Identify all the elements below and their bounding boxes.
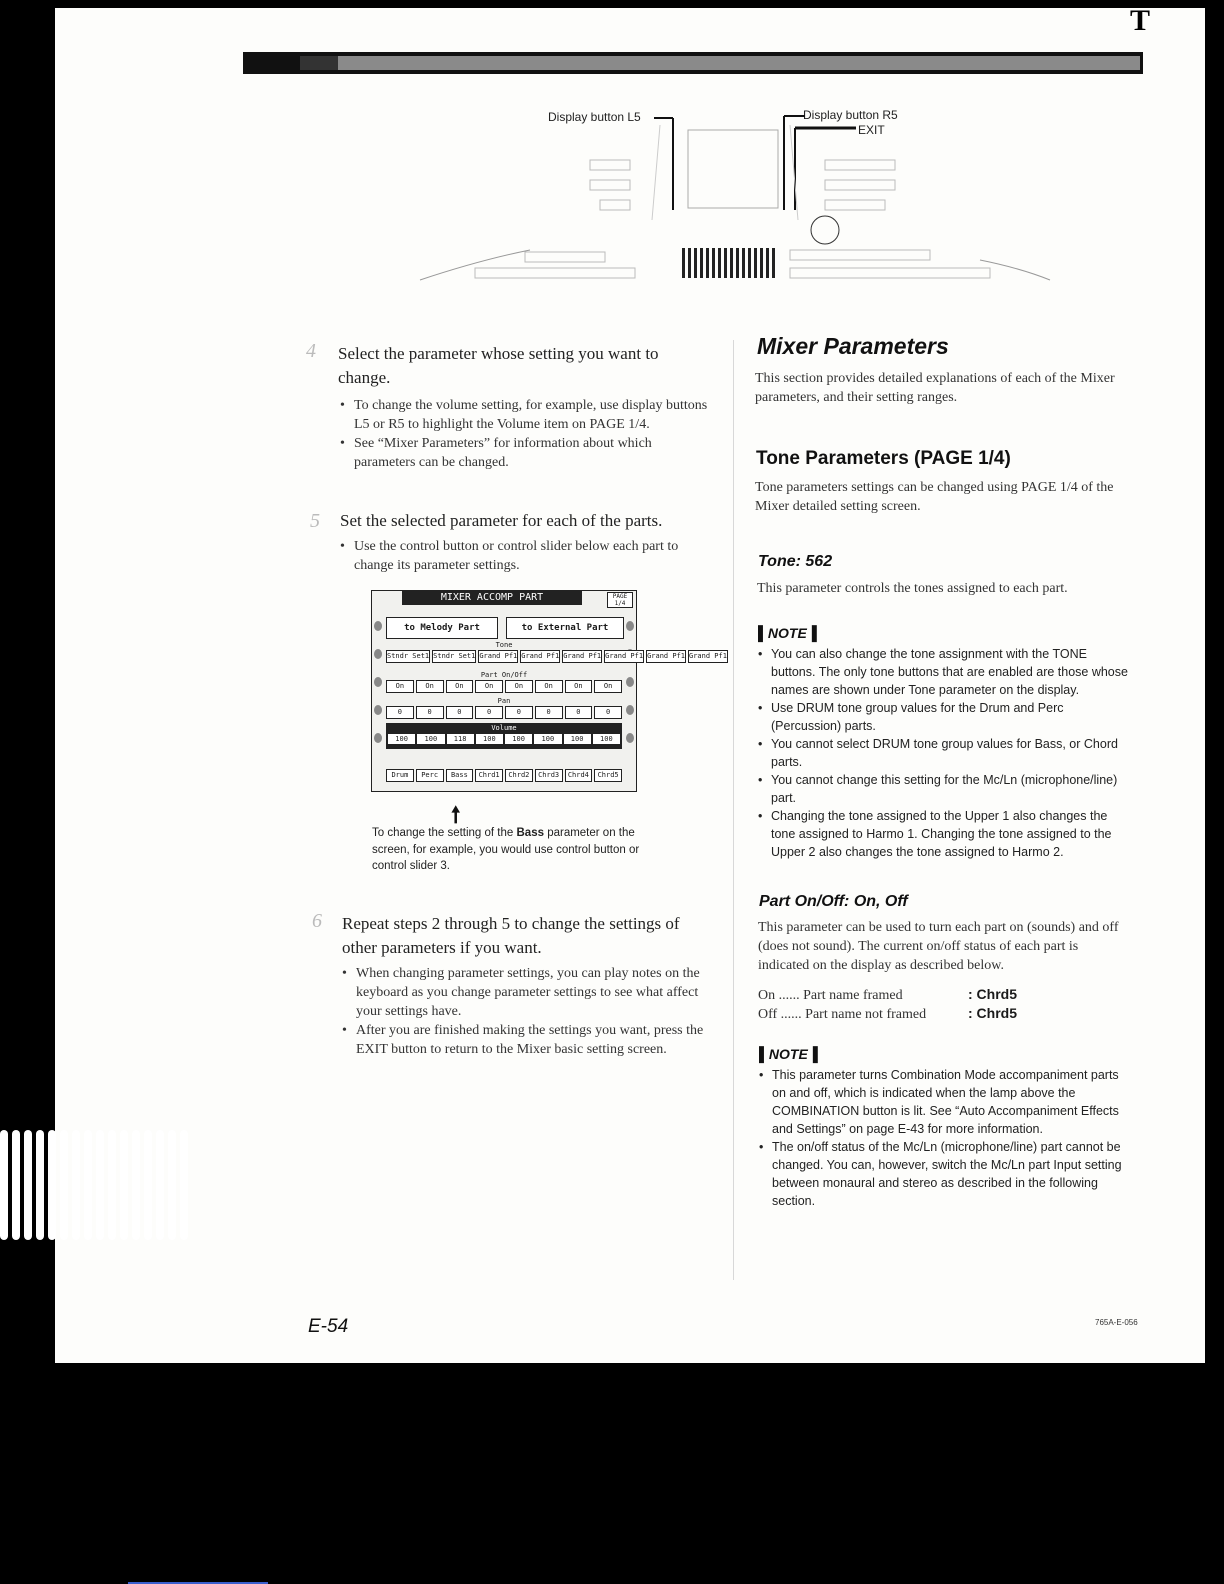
tone-text: This parameter controls the tones assigned to each part. [757,581,1068,596]
tone-note-3: • You cannot select DRUM tone group values for Bass, or Chord parts. [756,735,1128,771]
lcd-part-name: Bass [446,769,474,782]
arrow-up-icon: 🠕 [451,802,461,827]
step-4-number: 4 [306,340,316,362]
lcd-volume-cell: 100 [534,734,561,744]
tone-note-4: • You cannot change this setting for the Mc/Ln (microphone/line) part. [756,771,1128,807]
lcd-pan-cell: 0 [446,706,474,719]
part-onoff-heading: Part On/Off: On, Off [759,893,908,910]
lcd-pan-cell: 0 [594,706,622,719]
note-label-1: NOTE [767,625,807,641]
step-6-number: 6 [312,910,322,932]
onoff-note-1: • This parameter turns Combination Mode accompaniment parts on and off, which is indicated when the lamp above the COMBINATION button is lit. See “Auto Accompaniment Effects and Settings” on page E-43 for more information. [757,1066,1129,1138]
lcd-pan-cell: 0 [475,706,503,719]
page-number: E-54 [308,1316,349,1337]
onoff-note-2: • The on/off status of the Mc/Ln (microphone/line) part cannot be changed. You can, however, switch the Mc/Ln part Input setting between monaural and stereo as described in the following section. [757,1138,1129,1210]
corner-mark: T [1130,4,1151,37]
lcd-part-name: Chrd1 [475,769,503,782]
caption-text-end: parameter on the screen, for example, you would use control button or control slider 3. [372,827,640,872]
tone-parameters-intro: Tone parameters settings can be changed using PAGE 1/4 of the Mixer detailed setting screen. [755,480,1114,514]
lcd-volume-cell: 100 [476,734,503,744]
lcd-volume-cell: 100 [417,734,444,744]
lcd-part-name: Chrd2 [505,769,533,782]
lcd-onoff-cell: On [505,680,533,693]
caption-bold: Bass [516,827,544,839]
step-6-text: Repeat steps 2 through 5 to change the settings of other parameters if you want. [342,914,680,957]
lcd-part-name-row [386,769,622,782]
lcd-caption [372,825,652,875]
lcd-right-button-1 [626,621,634,631]
lcd-part-name: Perc [416,769,444,782]
tone-note-5: • Changing the tone assigned to the Upper 1 also changes the tone assigned to Harmo 1. Changing the tone assigned to the Upper 2 also changes the tone assigned to Harmo 2. [756,807,1128,861]
to-external-part-button: to External Part [506,617,624,639]
lcd-pan-cell: 0 [416,706,444,719]
lcd-tone-cell: Grand Pf1 [562,650,602,663]
step-4-text: Select the parameter whose setting you want to change. [338,344,659,387]
lcd-volume-cell: 100 [505,734,532,744]
lcd-volume-row [388,734,620,744]
keyboard-illustration [420,100,1060,310]
tone-notes [756,645,1128,861]
column-divider [733,340,734,1280]
lcd-left-button-2 [374,649,382,659]
lcd-onoff-cell: On [565,680,593,693]
scan-border-bottom [0,1363,1224,1584]
binding-marks [0,1130,190,1240]
step-6-bullet-1: • When changing parameter settings, you can play notes on the keyboard as you change parameter settings to see what affect your settings have. [340,964,710,1021]
lcd-tone-cell: Grand Pf1 [646,650,686,663]
lcd-part-name: Drum [386,769,414,782]
lcd-right-button-4 [626,705,634,715]
step-5-bullets [338,537,708,575]
step-5-text: Set the selected parameter for each of the parts. [340,511,663,530]
lcd-volume-cell: 100 [593,734,620,744]
document-code: 765A-E-056 [1095,1318,1138,1327]
lcd-left-button-4 [374,705,382,715]
tone-heading: Tone: 562 [758,553,833,570]
step-4-bullets [338,396,708,472]
lcd-part-onoff-label: Part On/Off [480,671,528,679]
header-bar-highlight [330,56,1140,70]
lcd-volume-cell: 100 [388,734,415,744]
mixer-parameters-intro: This section provides detailed explanations of each of the Mixer parameters, and their setting ranges. [755,371,1115,405]
lcd-tone-cell: Stndr Set1 [432,650,476,663]
onoff-notes [757,1066,1129,1210]
note-heading-2: ▌NOTE▐ [759,1046,818,1062]
lcd-onoff-cell: On [386,680,414,693]
tone-parameters-heading: Tone Parameters (PAGE 1/4) [756,448,1011,469]
lcd-onoff-cell: On [594,680,622,693]
step-5-bullet-1: • Use the control button or control slider below each part to change its parameter settings. [338,537,708,575]
lcd-pan-cell: 0 [386,706,414,719]
lcd-tone-cell: Grand Pf1 [520,650,560,663]
label-display-button-l5: Display button L5 [548,110,641,124]
lcd-part-name: Chrd5 [594,769,622,782]
note-label-2: NOTE [768,1046,808,1062]
step-5-number: 5 [310,510,320,532]
lcd-left-button-1 [374,621,382,631]
lcd-tone-cell: Grand Pf1 [604,650,644,663]
lcd-onoff-cell: On [416,680,444,693]
lcd-tone-cell: Grand Pf1 [688,650,728,663]
lcd-pan-row [386,706,622,719]
part-onoff-text: This parameter can be used to turn each part on (sounds) and off (does not sound). The current on/off status of each part is indicated on the display as described below. [758,920,1119,973]
lcd-volume-cell: 100 [564,734,591,744]
lcd-tone-label: Tone [495,641,513,649]
on-row-label: On ...... Part name framed [758,988,903,1003]
scan-border-left [0,0,55,1584]
lcd-tone-cell: Grand Pf1 [478,650,518,663]
lcd-onoff-row [386,680,622,693]
lcd-title: MIXER ACCOMP PART [402,591,582,605]
off-row-value: : Chrd5 [968,1005,1017,1021]
lcd-pan-cell: 0 [565,706,593,719]
lcd-pan-label: Pan [497,697,511,705]
step-6-bullet-2: • After you are finished making the settings you want, press the EXIT button to return to the Mixer basic setting screen. [340,1021,710,1059]
lcd-right-button-3 [626,677,634,687]
step-6-bullets [340,964,710,1059]
note-heading-1: ▌NOTE▐ [758,625,817,641]
mixer-parameters-heading: Mixer Parameters [757,333,949,359]
mixer-lcd-screen [371,590,727,792]
lcd-volume-cell: 118 [447,734,474,744]
on-row-value: : Chrd5 [968,986,1017,1002]
lcd-onoff-cell: On [446,680,474,693]
lcd-tone-cell: Stndr Set1 [386,650,430,663]
lcd-part-name: Chrd3 [535,769,563,782]
label-exit: EXIT [858,123,885,137]
lcd-part-name: Chrd4 [565,769,593,782]
lcd-page-indicator: PAGE 1/4 [607,592,633,608]
off-row-label: Off ...... Part name not framed [758,1007,927,1022]
label-display-button-r5: Display button R5 [803,108,898,122]
lcd-onoff-cell: On [535,680,563,693]
lcd-pan-cell: 0 [535,706,563,719]
step-4-bullet-2: • See “Mixer Parameters” for information about which parameters can be changed. [338,434,708,472]
tone-note-1: • You can also change the tone assignment with the TONE buttons. The only tone buttons that are enabled are those whose names are shown under Tone parameter on the display. [756,645,1128,699]
tone-note-2: • Use DRUM tone group values for the Drum and Perc (Percussion) parts. [756,699,1128,735]
lcd-left-button-3 [374,677,382,687]
lcd-left-button-5 [374,733,382,743]
lcd-right-button-5 [626,733,634,743]
lcd-pan-cell: 0 [505,706,533,719]
lcd-volume-label: Volume [491,724,517,732]
to-melody-part-button: to Melody Part [386,617,498,639]
step-4-bullet-1: • To change the volume setting, for example, use display buttons L5 or R5 to highlight the Volume item on PAGE 1/4. [338,396,708,434]
caption-text: To change the setting of the [372,827,517,839]
header-bar-block [300,56,338,70]
lcd-tone-row [386,650,727,663]
lcd-onoff-cell: On [475,680,503,693]
